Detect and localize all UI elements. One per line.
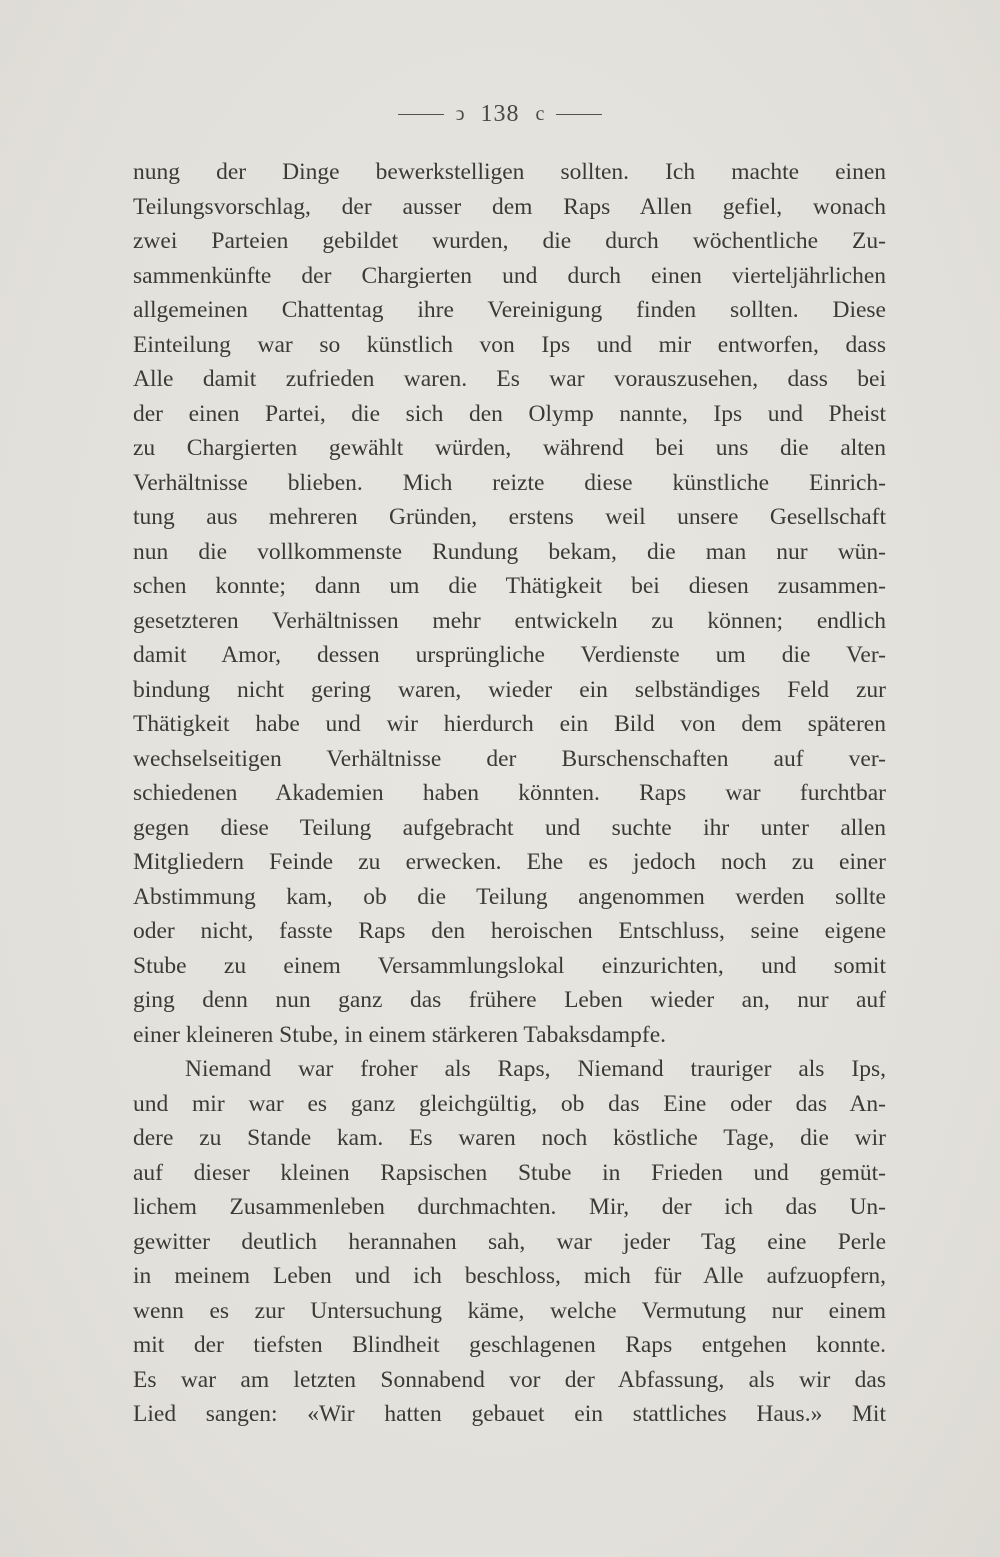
text-line: in meinem Leben und ich beschloss, mich für Alle aufzuopfern, <box>133 1263 886 1289</box>
text-line: lichem Zusammenleben durchmachten. Mir, der ich das Un- <box>133 1194 886 1220</box>
text-line: zwei Parteien gebildet wurden, die durch wöchentliche Zu- <box>133 228 886 254</box>
text-line: nun die vollkommenste Rundung bekam, die man nur wün- <box>133 538 886 565</box>
text-line: und mir war es ganz gleichgültig, ob das Eine oder das An- <box>133 1090 886 1117</box>
text-line: Teilungsvorschlag, der ausser dem Raps Allen gefiel, wonach <box>133 193 886 220</box>
text-line: schen konnte; dann um die Thätigkeit bei diesen zusammen- <box>133 573 886 599</box>
left-rule <box>398 114 444 115</box>
text-line: gewitter deutlich herannahen sah, war jeder Tag eine Perle <box>133 1228 886 1255</box>
text-line: wechselseitigen Verhältnisse der Burschenschaften auf ver- <box>133 745 886 772</box>
text-line: damit Amor, dessen ursprüngliche Verdienste um die Ver- <box>133 642 886 668</box>
text-line: gegen diese Teilung aufgebracht und suchte ihr unter allen <box>133 814 886 841</box>
text-line: Einteilung war so künstlich von Ips und mir entworfen, dass <box>133 331 886 358</box>
text-line: oder nicht, fasste Raps den heroischen Entschluss, seine eigene <box>133 918 886 944</box>
body-text <box>133 155 886 1432</box>
right-ornament: c <box>535 103 545 126</box>
left-ornament: ↄ <box>455 103 465 126</box>
paragraph <box>133 1052 886 1432</box>
text-line: tung aus mehreren Gründen, erstens weil unsere Gesellschaft <box>133 504 886 530</box>
text-line: zu Chargierten gewählt würden, während bei uns die alten <box>133 435 886 461</box>
page-number: 138 <box>480 101 520 128</box>
running-head <box>0 98 1000 129</box>
paragraph <box>133 155 886 1052</box>
text-line: Verhältnisse blieben. Mich reizte diese künstliche Einrich- <box>133 469 886 496</box>
text-line: Lied sangen: «Wir hatten gebauet ein stattliches Haus.» Mit <box>133 1401 886 1427</box>
text-line: dere zu Stande kam. Es waren noch köstliche Tage, die wir <box>133 1125 886 1151</box>
text-line: auf dieser kleinen Rapsischen Stube in Frieden und gemüt- <box>133 1159 886 1186</box>
text-line: gesetzteren Verhältnissen mehr entwickeln zu können; endlich <box>133 607 886 634</box>
text-line: Thätigkeit habe und wir hierdurch ein Bild von dem späteren <box>133 711 886 737</box>
text-line: Stube zu einem Versammlungslokal einzurichten, und somit <box>133 952 886 979</box>
text-line: wenn es zur Untersuchung käme, welche Vermutung nur einem <box>133 1297 886 1324</box>
text-line: einer kleineren Stube, in einem stärkeren Tabaksdampfe. <box>133 1021 666 1048</box>
text-line: nung der Dinge bewerkstelligen sollten. Ich machte einen <box>133 159 886 185</box>
text-line: sammenkünfte der Chargierten und durch einen vierteljährlichen <box>133 262 886 289</box>
text-line: bindung nicht gering waren, wieder ein selbständiges Feld zur <box>133 676 886 703</box>
text-line: Abstimmung kam, ob die Teilung angenommen werden sollte <box>133 883 886 910</box>
text-line: Es war am letzten Sonnabend vor der Abfassung, als wir das <box>133 1366 886 1393</box>
text-line: der einen Partei, die sich den Olymp nannte, Ips und Pheist <box>133 400 886 427</box>
text-line: Mitgliedern Feinde zu erwecken. Ehe es jedoch noch zu einer <box>133 849 886 875</box>
text-line: Alle damit zufrieden waren. Es war vorauszusehen, dass bei <box>133 366 886 392</box>
text-line: allgemeinen Chattentag ihre Vereinigung finden sollten. Diese <box>133 297 886 323</box>
text-line: schiedenen Akademien haben könnten. Raps war furchtbar <box>133 780 886 806</box>
text-line: ging denn nun ganz das frühere Leben wieder an, nur auf <box>133 987 886 1013</box>
right-rule <box>556 114 602 115</box>
text-line: Niemand war froher als Raps, Niemand trauriger als Ips, <box>185 1056 886 1082</box>
text-line: mit der tiefsten Blindheit geschlagenen Raps entgehen konnte. <box>133 1332 886 1358</box>
